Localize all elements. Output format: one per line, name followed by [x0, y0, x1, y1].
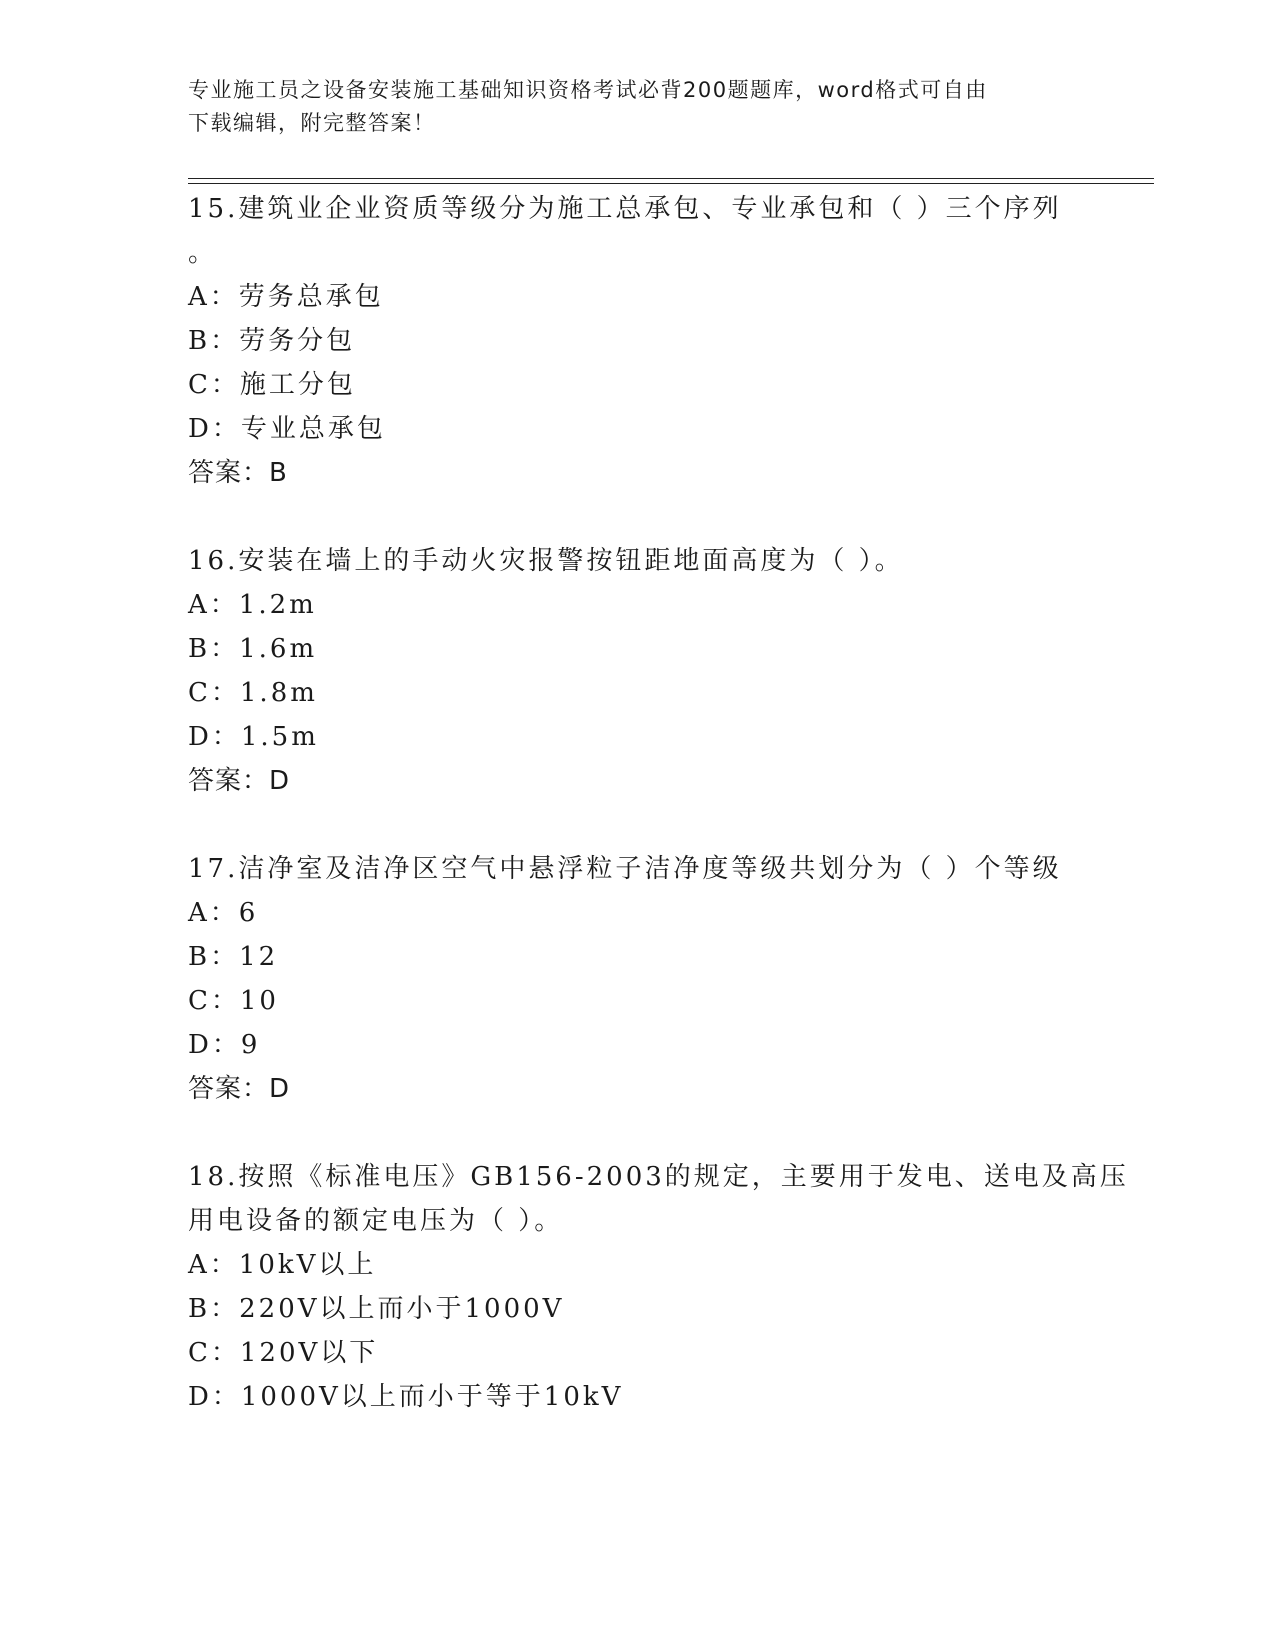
question-17-answer: 答案：D: [188, 1074, 291, 1104]
header-line-1: 专业施工员之设备安装施工基础知识资格考试必背200题题库，word格式可自由: [188, 78, 988, 102]
question-17-option-d: D：9: [188, 1030, 261, 1060]
question-16-answer: 答案：D: [188, 766, 291, 796]
question-17-option-a: A：6: [188, 898, 259, 928]
question-18-option-a: A：10kV以上: [188, 1250, 377, 1280]
document-header: [188, 74, 1088, 140]
question-15-option-c: C：施工分包: [188, 370, 356, 400]
question-15-option-b: B：劳务分包: [188, 326, 356, 356]
question-16-option-c: C：1.8m: [188, 678, 318, 708]
question-17-option-c: C：10: [188, 986, 279, 1016]
question-18-option-d: D：1000V以上而小于等于10kV: [188, 1382, 624, 1412]
question-18-option-c: C：120V以下: [188, 1338, 379, 1368]
question-18-option-b: B：220V以上而小于1000V: [188, 1294, 565, 1324]
header-divider: [188, 178, 1154, 184]
question-17-stem-line-1: 17.洁净室及洁净区空气中悬浮粒子洁净度等级共划分为（ ）个等级: [188, 854, 1062, 884]
question-15-option-a: A：劳务总承包: [188, 282, 384, 312]
question-16-option-b: B：1.6m: [188, 634, 318, 664]
question-18-stem-line-1: 18.按照《标准电压》GB156-2003的规定，主要用于发电、送电及高压: [188, 1162, 1129, 1192]
question-18-stem-line-2: 用电设备的额定电压为（ ）。: [188, 1206, 564, 1236]
question-16-option-a: A：1.2m: [188, 590, 317, 620]
question-15-stem-line-1: 15.建筑业企业资质等级分为施工总承包、专业承包和（ ）三个序列: [188, 194, 1062, 224]
question-15-stem-line-2: 。: [188, 238, 218, 268]
header-line-2: 下载编辑，附完整答案！: [188, 111, 436, 135]
question-16-stem-line-1: 16.安装在墙上的手动火灾报警按钮距地面高度为（ ）。: [188, 546, 904, 576]
question-17-option-b: B：12: [188, 942, 279, 972]
question-15-answer: 答案：B: [188, 458, 288, 488]
question-16-option-d: D：1.5m: [188, 722, 319, 752]
question-15-option-d: D：专业总承包: [188, 414, 386, 444]
